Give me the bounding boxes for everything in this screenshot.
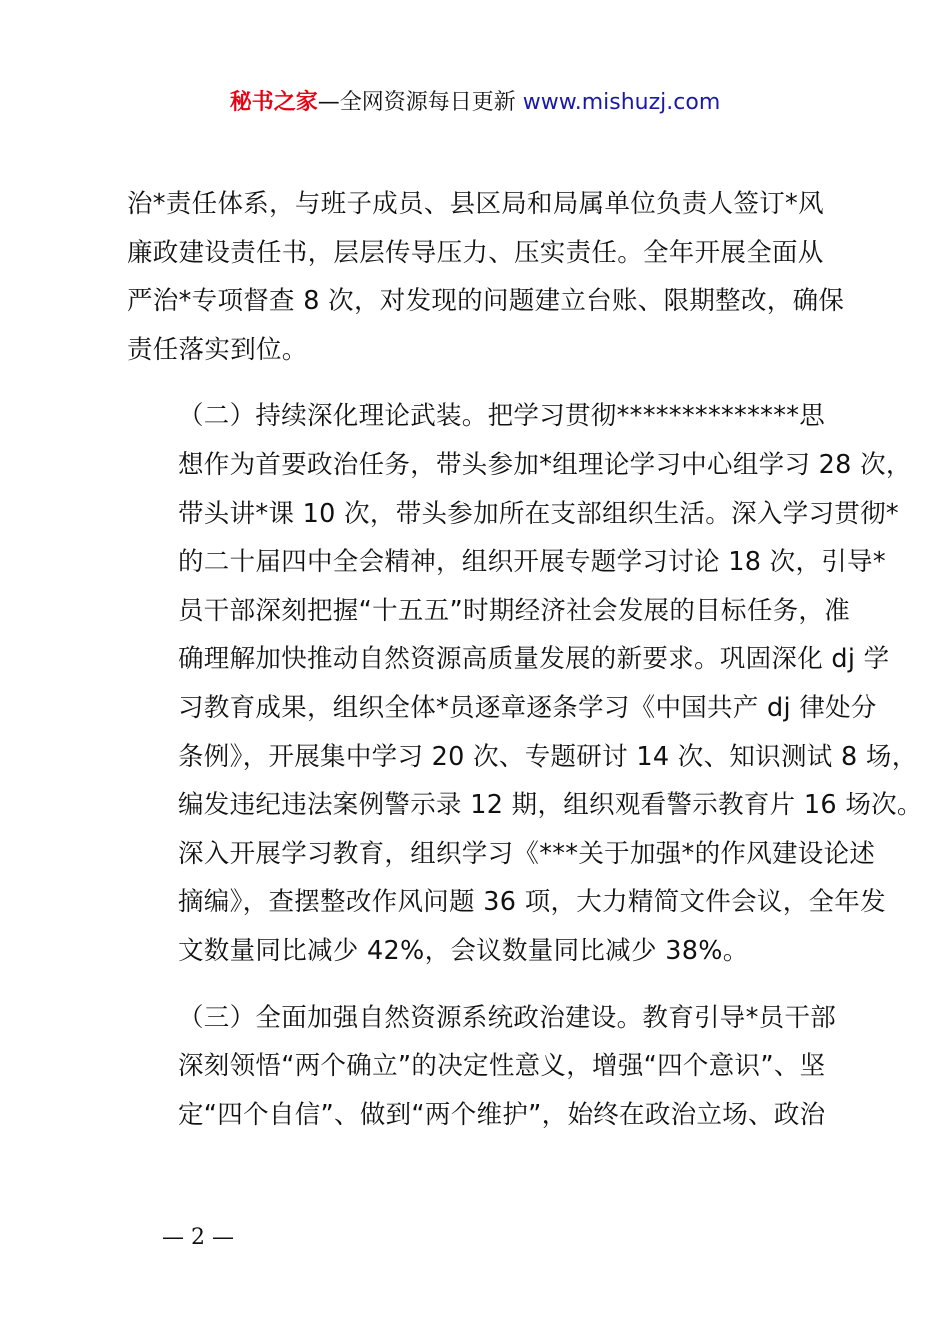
site-header	[0, 86, 950, 120]
site-brand: 秘书之家	[229, 90, 318, 115]
text-line: 廉政建设责任书，层层传导压力、压实责任。全年开展全面从	[127, 237, 824, 268]
text-line: 治*责任体系，与班子成员、县区局和局属单位负责人签订*风	[127, 189, 824, 219]
text-line: 想作为首要政治任务，带头参加*组理论学习中心组学习 28 次，	[178, 449, 912, 480]
text-line: （二）持续深化理论武装。把学习贯彻**************思	[178, 401, 826, 432]
text-line: 严治*专项督查 8 次，对发现的问题建立台账、限期整改，确保	[127, 286, 845, 317]
text-line: 条例》，开展集中学习 20 次、专题研讨 14 次、知识测试 8 场，	[178, 741, 918, 772]
text-line: 深入开展学习教育，组织学习《***关于加强*的作风建设论述	[178, 838, 876, 869]
document-body	[127, 180, 923, 1157]
text-line: 带头讲*课 10 次，带头参加所在支部组织生活。深入学习贯彻*	[178, 498, 899, 529]
text-line: 责任落实到位。	[127, 334, 308, 365]
text-line: 摘编》，查摆整改作风问题 36 项，大力精简文件会议，全年发	[178, 887, 886, 918]
text-line: 的二十届四中全会精神，组织开展专题学习讨论 18 次，引导*	[178, 547, 886, 578]
text-line: 定“四个自信”、做到“两个维护”，始终在政治立场、政治	[178, 1099, 826, 1130]
text-line: 深刻领悟“两个确立”的决定性意义，增强“四个意识”、坚	[178, 1051, 826, 1082]
text-line: （三）全面加强自然资源系统政治建设。教育引导*员干部	[178, 1002, 837, 1033]
site-tagline: —全网资源每日更新	[317, 90, 523, 115]
paragraph-political-building	[127, 994, 837, 1140]
text-line: 员干部深刻把握“十五五”时期经济社会发展的目标任务，准	[178, 595, 851, 626]
page-number: — 2 —	[162, 1225, 234, 1250]
paragraph-responsibility	[127, 180, 845, 374]
text-line: 确理解加快推动自然资源高质量发展的新要求。巩固深化 dj 学	[178, 644, 890, 675]
paragraph-theory-study	[127, 392, 923, 975]
text-line: 文数量同比减少 42%，会议数量同比减少 38%。	[178, 935, 749, 966]
site-url-link[interactable]: www.mishuzj.com	[522, 90, 721, 115]
text-line: 编发违纪违法案例警示录 12 期，组织观看警示教育片 16 场次。	[178, 790, 923, 821]
text-line: 习教育成果，组织全体*员逐章逐条学习《中国共产 dj 律处分	[178, 692, 877, 723]
